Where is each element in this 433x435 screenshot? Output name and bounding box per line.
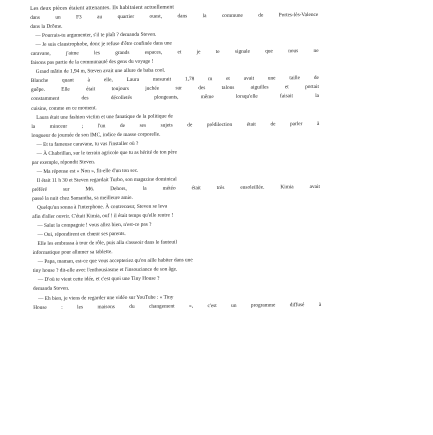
text-line: dans un F3 au quartier ouest, dans la commune de Portes-lès-Valence	[30, 11, 319, 21]
text-line: Grand mâtin de 1,94 m, Steven avait une allure de baba cool.	[35, 67, 166, 76]
text-line: — Salut la compagnie ! vous allez bien, n'est-ce pas ?	[37, 221, 152, 230]
text-line: par exemple, répondit Steven.	[31, 159, 96, 166]
text-line: caravane, j'aime les grands espaces, et je te signale que nous ne	[30, 48, 319, 58]
text-line: tiny house ? dit-elle avec l'enthousiasme et l'insouciance de son âge.	[32, 266, 178, 275]
text-line: la minceur ; l'un de ses sujets de prédilection était de parler à	[31, 120, 320, 130]
text-line: — Oui, répondirent en chœur ses parents.	[37, 231, 126, 239]
text-line: Blanche quant à elle, Laura mesurait 1,78 m et avait une taille de	[30, 75, 319, 85]
text-line: — Eh bien, je viens de regarder une vidéo sur YouTube : « Tiny	[38, 293, 174, 302]
text-line: dans la Drôme.	[30, 23, 63, 31]
text-line: — Ma réponse est « Non », fit-elle d'un ton sec.	[36, 167, 139, 175]
text-line: afin d'aller ouvrir. C'était Kimia, ouf ! il était temps qu'elle rentre !	[32, 212, 174, 221]
text-line: cuisine, comme en ce moment.	[31, 104, 97, 112]
text-line: faisons pas partie de la communauté des gens du voyage !	[30, 58, 154, 67]
text-line: préféré sur M6. Dehors, la météo était très ensoleillée. Kimia avait	[31, 183, 320, 193]
text-line: Quelqu'un sonna à l'interphone. À contrecœur, Steven se leva	[37, 203, 168, 211]
text-line: longueur de journée de son IMC, indice de masse corporelle.	[31, 131, 161, 139]
text-line: — Pourrais-tu argumenter, s'il te plaît ? demanda Steven.	[35, 31, 157, 40]
text-line: — D'où te vient cette idée, et c'est quoi une Tiny House ?	[37, 276, 160, 284]
text-line: — À Chabrillan, sur le terrain agricole que tu as hérité de ton père	[36, 149, 177, 157]
text-line: Elle les embrassa à tour de rôle, puis alla s'asseoir dans le fauteuil	[37, 239, 177, 248]
text-line: demanda Steven.	[32, 286, 70, 293]
text-line: — Je suis claustrophobe, donc je refuse d'être confinée dans une	[35, 40, 172, 49]
text-line: informatique pour allumer sa tablette.	[32, 249, 113, 257]
text-line: Les deux pièces étaient attenantes. Ils habitaient actuellement	[30, 4, 175, 12]
text-line: Laura était une fashion victim et une fanatique de la politique de	[36, 113, 173, 121]
text-line: constamment des décolletés plongeants, même lorsqu'elle faisait la	[30, 93, 320, 103]
text-line: passé la nuit chez Samantha, sa meilleure amie.	[32, 194, 133, 202]
text-line: — Et ta fameuse caravane, tu vas l'installer où ?	[36, 140, 139, 148]
text-line: Il était 11 h 30 et Steven regardait Turbo, son magazine dominical	[36, 176, 177, 184]
text-line: — Papa, maman, est-ce que vous accepteriez qu'on aille habiter dans une	[37, 257, 193, 266]
text-line: guêpe. Elle était toujours juchée sur des talons aiguilles et portait	[30, 84, 319, 94]
text-line: House : les maisons du changement », c'est un programme diffusé à	[33, 301, 322, 311]
